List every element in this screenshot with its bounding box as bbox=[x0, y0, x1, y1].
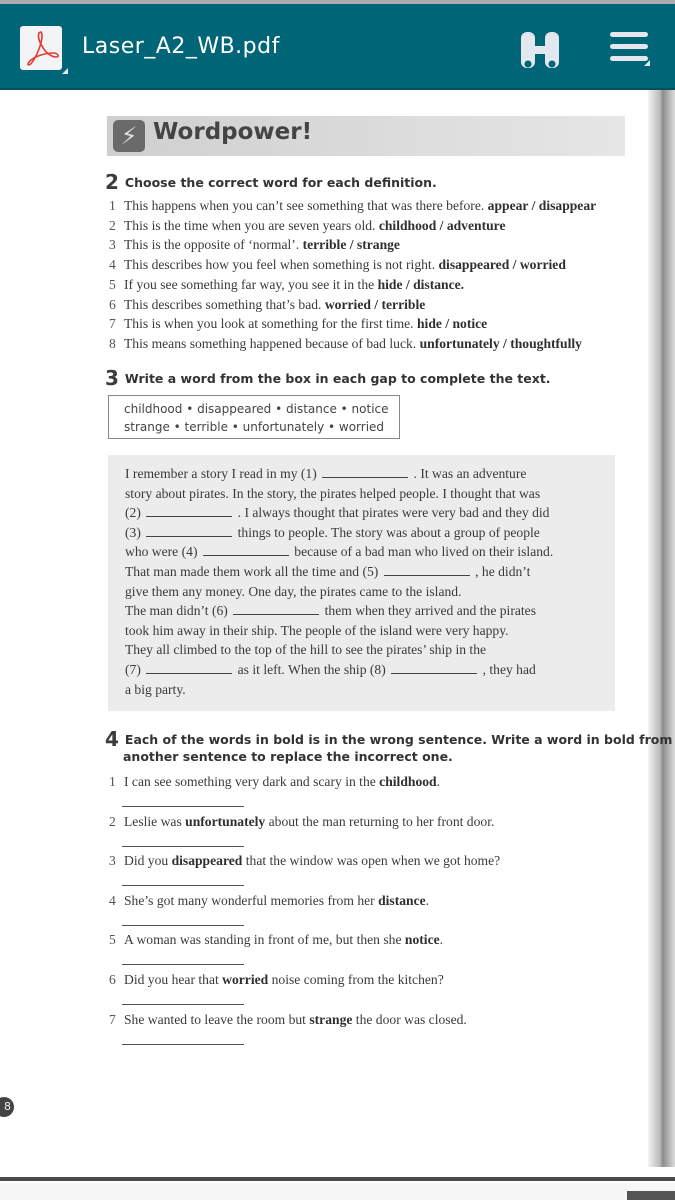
exercise-instruction: Write a word from the box in each gap to complete the text. bbox=[124, 371, 551, 386]
item-number: 8 bbox=[109, 335, 116, 351]
exercise-instruction: another sentence to replace the incorrect one. bbox=[123, 749, 453, 764]
definition-item bbox=[109, 218, 505, 234]
item-number: 6 bbox=[109, 296, 116, 312]
story-text: (7) bbox=[125, 662, 145, 677]
bold-word: childhood bbox=[379, 774, 437, 789]
menu-corner bbox=[644, 60, 650, 66]
story-text: I remember a story I read in my (1) bbox=[125, 466, 321, 481]
story-text: story about pirates. In the story, the pirates helped people. I thought that was bbox=[125, 485, 541, 501]
story-line bbox=[125, 642, 486, 658]
exercise-number: 2 bbox=[105, 170, 119, 194]
word-choice: hide / distance. bbox=[377, 276, 465, 292]
bold-word: worried bbox=[222, 972, 269, 987]
definition-item bbox=[109, 297, 425, 313]
next-page-preview[interactable] bbox=[0, 1183, 675, 1200]
sentence-text: I can see something very dark and scary in the bbox=[124, 774, 380, 789]
item-text: This happens when you can’t see something that was there before. bbox=[124, 198, 488, 213]
sentence-item bbox=[109, 774, 440, 790]
answer-line[interactable] bbox=[122, 1043, 244, 1045]
item-text: This describes how you feel when something is not right. bbox=[124, 257, 439, 273]
story-line bbox=[125, 564, 530, 580]
answer-line[interactable] bbox=[122, 1003, 244, 1005]
sentence-item bbox=[109, 893, 429, 909]
answer-line[interactable] bbox=[122, 805, 244, 807]
wordpower-banner bbox=[107, 116, 625, 156]
item-number: 4 bbox=[109, 892, 116, 908]
story-text: who were (4) bbox=[125, 544, 201, 560]
story-text: That man made them work all the time and (5) bbox=[125, 564, 382, 579]
story-text: The man didn’t (6) bbox=[125, 603, 232, 619]
item-text: This describes something that’s bad. bbox=[124, 296, 325, 312]
bold-word: strange bbox=[309, 1011, 353, 1027]
sentence-item bbox=[109, 932, 443, 948]
item-number: 1 bbox=[109, 774, 116, 789]
sentence-text: Did you bbox=[124, 853, 172, 869]
story-text: as it left. When the ship (8) bbox=[234, 662, 390, 677]
story-text: them when they arrived and the pirates bbox=[321, 603, 536, 619]
item-text: This is when you look at something for the first time. bbox=[124, 316, 417, 332]
exercise-instruction: Choose the correct word for each definition. bbox=[124, 175, 437, 190]
answer-line[interactable] bbox=[122, 845, 244, 847]
definition-item bbox=[109, 237, 400, 253]
sentence-text: the door was closed. bbox=[352, 1011, 467, 1027]
story-text-box bbox=[108, 455, 615, 711]
pdf-file-icon[interactable] bbox=[20, 26, 62, 70]
sentence-text: that the window was open when we got home? bbox=[242, 853, 501, 869]
story-line bbox=[125, 505, 549, 521]
story-text: (3) bbox=[125, 524, 145, 540]
item-number: 7 bbox=[109, 316, 116, 332]
story-line bbox=[125, 525, 540, 541]
word-choice: unfortunately / thoughtfully bbox=[419, 335, 582, 351]
gap-blank[interactable] bbox=[146, 663, 232, 674]
gap-blank[interactable] bbox=[322, 467, 408, 478]
item-number: 7 bbox=[109, 1011, 116, 1027]
app-bar bbox=[0, 4, 675, 90]
exercise-number: 4 bbox=[105, 727, 119, 751]
definition-item bbox=[109, 257, 566, 273]
item-number: 5 bbox=[109, 276, 116, 292]
sentence-text: She wanted to leave the room but bbox=[124, 1011, 310, 1027]
gap-blank[interactable] bbox=[146, 526, 232, 537]
story-text: . I always thought that pirates were very bad and they did bbox=[234, 505, 550, 521]
gap-blank[interactable] bbox=[203, 545, 289, 556]
item-number: 2 bbox=[109, 813, 116, 829]
word-choice: hide / notice bbox=[416, 316, 488, 332]
item-text: This is the opposite of ‘normal’. bbox=[124, 237, 303, 253]
exercise-3-heading bbox=[105, 366, 551, 390]
page-separator bbox=[0, 1177, 675, 1181]
word-box-line: childhood • disappeared • distance • notice bbox=[124, 402, 389, 416]
sentence-text: about the man returning to her front door. bbox=[265, 813, 495, 829]
sentence-text: She’s got many wonderful memories from her bbox=[124, 892, 379, 908]
story-line bbox=[125, 682, 186, 698]
gap-blank[interactable] bbox=[146, 506, 232, 517]
word-choice: disappeared / worried bbox=[438, 257, 566, 273]
lightning-icon: ⚡ bbox=[113, 120, 145, 152]
answer-line[interactable] bbox=[122, 963, 244, 965]
search-binoculars-icon[interactable] bbox=[520, 30, 560, 77]
story-text: They all climbed to the top of the hill to see the pirates’ ship in the bbox=[125, 642, 487, 658]
page-number: 8 bbox=[0, 1097, 14, 1117]
sentence-text: . bbox=[439, 932, 444, 948]
story-line bbox=[125, 603, 536, 619]
story-text: . It was an adventure bbox=[410, 466, 527, 481]
story-line bbox=[125, 486, 540, 502]
story-line bbox=[125, 584, 461, 600]
word-choice: terrible / strange bbox=[302, 237, 400, 253]
sentence-item bbox=[109, 814, 494, 830]
gap-blank[interactable] bbox=[384, 565, 470, 576]
file-menu-corner bbox=[62, 68, 68, 74]
story-text: took him away in their ship. The people of the island were very happy. bbox=[125, 622, 509, 638]
item-number: 1 bbox=[109, 198, 116, 213]
document-title: Laser_A2_WB.pdf bbox=[82, 34, 280, 59]
item-number: 4 bbox=[109, 257, 116, 273]
definition-item bbox=[109, 198, 596, 214]
exercise-instruction: Each of the words in bold is in the wrong sentence. Write a word in bold from bbox=[124, 732, 673, 747]
definition-item bbox=[109, 316, 487, 332]
sentence-text: A woman was standing in front of me, but then she bbox=[124, 932, 405, 948]
item-number: 3 bbox=[109, 237, 116, 253]
sentence-text: . bbox=[436, 774, 440, 789]
answer-line[interactable] bbox=[122, 924, 244, 926]
story-line bbox=[125, 662, 536, 678]
sentence-text: noise coming from the kitchen? bbox=[268, 972, 444, 987]
sentence-item bbox=[109, 972, 444, 988]
word-choice: appear / disappear bbox=[487, 198, 597, 213]
sentence-text: Did you hear that bbox=[124, 972, 223, 987]
bold-word: notice bbox=[404, 932, 440, 948]
word-choice: worried / terrible bbox=[324, 296, 426, 312]
bold-word: unfortunately bbox=[185, 813, 266, 829]
story-text: because of a bad man who lived on their island. bbox=[290, 544, 554, 560]
story-line bbox=[125, 466, 526, 482]
word-choice: childhood / adventure bbox=[378, 217, 506, 233]
bold-word: disappeared bbox=[171, 853, 243, 869]
word-box-line: strange • terrible • unfortunately • worried bbox=[124, 420, 385, 434]
answer-line[interactable] bbox=[122, 884, 244, 886]
sentence-text: Leslie was bbox=[124, 813, 186, 829]
exercise-2-heading bbox=[105, 170, 437, 194]
item-text: If you see something far way, you see it in the bbox=[124, 276, 378, 292]
story-text: , they had bbox=[479, 662, 536, 677]
definition-item bbox=[109, 336, 582, 352]
word-box bbox=[108, 395, 400, 439]
item-text: This means something happened because of bad luck. bbox=[124, 335, 420, 351]
story-line bbox=[125, 544, 553, 560]
item-text: This is the time when you are seven years old. bbox=[124, 217, 379, 233]
item-number: 2 bbox=[109, 217, 116, 233]
story-text: , he didn’t bbox=[471, 564, 531, 579]
item-number: 3 bbox=[109, 853, 116, 869]
story-line bbox=[125, 623, 509, 639]
gap-blank[interactable] bbox=[391, 663, 477, 674]
bold-word: distance bbox=[378, 892, 426, 908]
sentence-item bbox=[109, 853, 500, 869]
menu-icon[interactable] bbox=[610, 32, 648, 68]
sentence-item bbox=[109, 1012, 467, 1028]
item-number: 5 bbox=[109, 932, 116, 948]
section-title: Wordpower! bbox=[153, 119, 313, 145]
story-text: (2) bbox=[125, 505, 145, 521]
book-spine-shadow bbox=[648, 90, 675, 1167]
story-text: things to people. The story was about a group of people bbox=[234, 524, 540, 540]
item-number: 6 bbox=[109, 972, 116, 987]
story-text: give them any money. One day, the pirates came to the island. bbox=[125, 583, 462, 599]
exercise-4-heading bbox=[105, 727, 673, 765]
story-text: a big party. bbox=[125, 681, 186, 697]
gap-blank[interactable] bbox=[233, 604, 319, 615]
exercise-number: 3 bbox=[105, 366, 119, 390]
definition-item bbox=[109, 277, 464, 293]
sentence-text: . bbox=[425, 892, 430, 908]
